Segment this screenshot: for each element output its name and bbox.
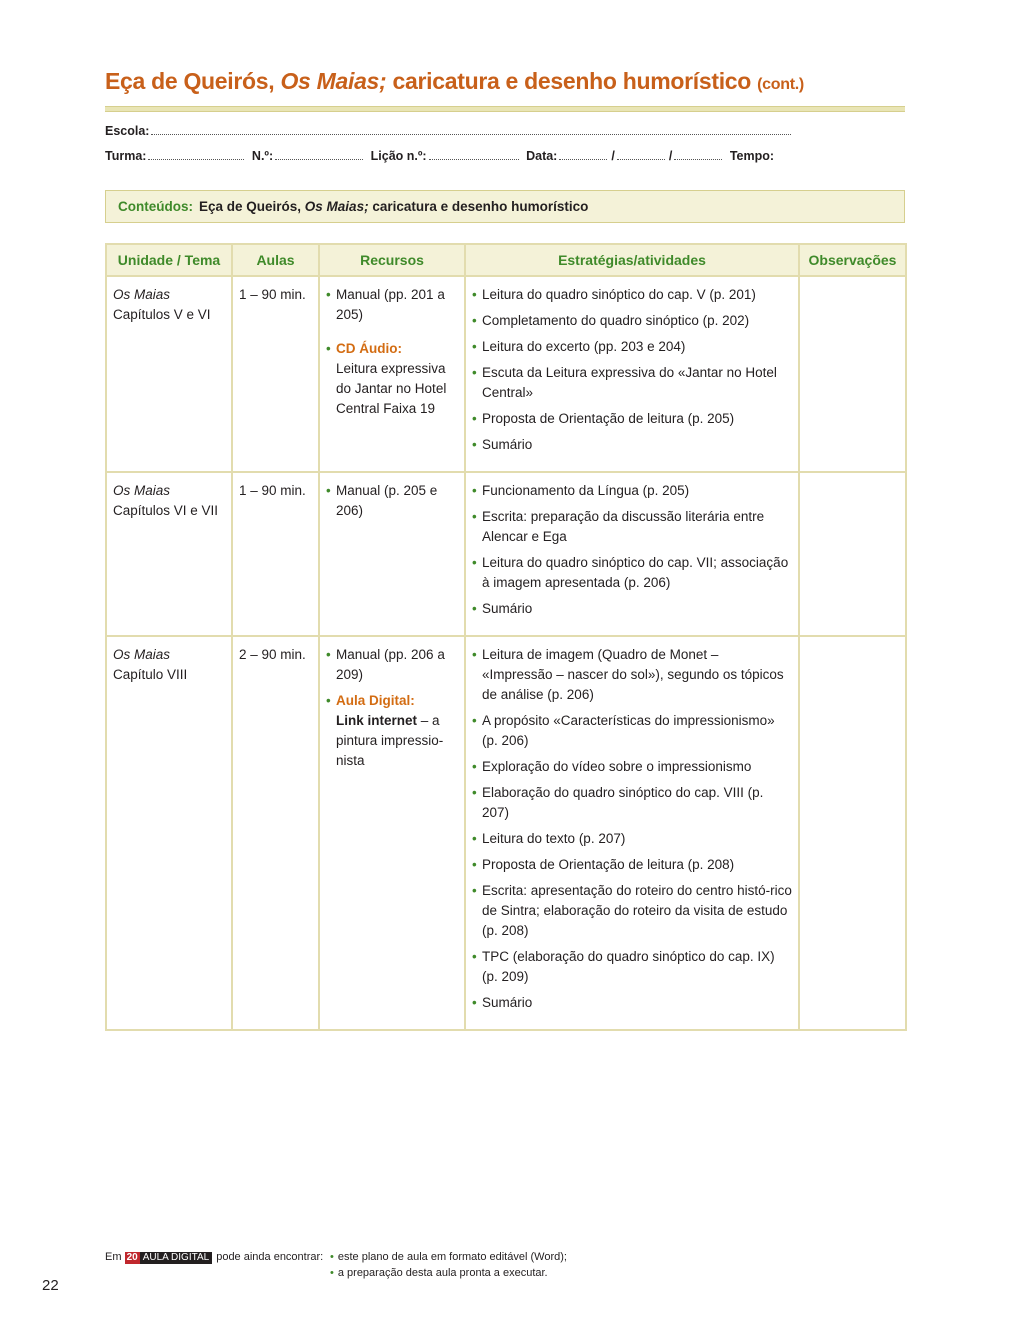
numero-field[interactable] (275, 149, 363, 160)
licao-field[interactable] (429, 149, 519, 160)
recursos-cell (319, 472, 465, 636)
activity-item: • Sumário (472, 435, 792, 455)
tempo-label: Tempo: (729, 149, 775, 163)
recursos-cell (319, 276, 465, 472)
unit-sub: Capítulo VIII (113, 667, 188, 682)
activity-item: • Elaboração do quadro sinóptico do cap. VIII (p. 207) (472, 783, 792, 823)
bullet-icon: • (330, 1267, 334, 1279)
unit-cell (106, 636, 232, 1030)
date-separator: / (611, 149, 615, 163)
title-rule (105, 106, 905, 112)
footer-note-text: este plano de aula em formato editável (Word); (337, 1251, 567, 1263)
table-row (106, 636, 906, 1030)
conteudos-box (105, 190, 905, 223)
header-unidade: Unidade / Tema (106, 244, 232, 276)
resource-item: • Manual (pp. 201 a 205) (326, 285, 458, 325)
resource-item (326, 339, 458, 419)
activity-item: • TPC (elaboração do quadro sinóptico do cap. IX) (p. 209) (472, 947, 792, 987)
aula-digital-badge: AULA DIGITAL (140, 1252, 213, 1264)
aula-digital-badge-number: 20 (126, 1252, 138, 1263)
aulas-cell: 2 – 90 min. (232, 636, 319, 1030)
numero-label: N.º: (251, 149, 274, 163)
unit-cell (106, 472, 232, 636)
data-year-field[interactable] (674, 149, 722, 160)
escola-label: Escola: (105, 124, 150, 138)
resource-item (326, 691, 458, 771)
form-escola-line (105, 124, 795, 138)
activity-item: • Leitura de imagem (Quadro de Monet – «Impressão – nascer do sol»), segundo os tópicos de análise (p. 206) (472, 645, 792, 705)
activity-item: • Exploração do vídeo sobre o impressionismo (472, 757, 792, 777)
activity-item: • Proposta de Orientação de leitura (p. 208) (472, 855, 792, 875)
resource-label: • CD Áudio: (336, 341, 402, 356)
lesson-plan-table (105, 243, 907, 1031)
title-topic: caricatura e desenho humorístico (386, 68, 758, 94)
header-recursos: Recursos (319, 244, 465, 276)
header-observacoes: Observações (799, 244, 906, 276)
data-label: Data: (526, 149, 558, 163)
footer-note-item (330, 1267, 548, 1279)
title-cont: (cont.) (757, 76, 804, 93)
activity-item: • Leitura do quadro sinóptico do cap. VII; associação à imagem apresentada (p. 206) (472, 553, 792, 593)
footer-note-text: a preparação desta aula pronta a executar. (337, 1267, 548, 1279)
footer-note-item (330, 1251, 567, 1263)
aulas-cell: 1 – 90 min. (232, 472, 319, 636)
footer-pode: pode ainda encontrar: (216, 1251, 324, 1263)
activity-item: • Escrita: apresentação do roteiro do centro histó-rico de Sintra; elaboração do roteiro da visita de estudo (p. 208) (472, 881, 792, 941)
atividades-cell (465, 472, 799, 636)
table-header-row (106, 244, 906, 276)
table-row (106, 472, 906, 636)
aulas-cell: 1 – 90 min. (232, 276, 319, 472)
observacoes-cell[interactable] (799, 276, 906, 472)
data-day-field[interactable] (559, 149, 607, 160)
unit-title: Os Maias (113, 647, 171, 662)
conteudos-topic: caricatura e desenho humorístico (368, 199, 589, 214)
activity-item: • Proposta de Orientação de leitura (p. 205) (472, 409, 792, 429)
footer-note (105, 1251, 323, 1264)
page-title (105, 68, 804, 95)
unit-title: Os Maias (113, 287, 171, 302)
activity-item: • Funcionamento da Língua (p. 205) (472, 481, 792, 501)
activity-item: • Completamento do quadro sinóptico (p. 202) (472, 311, 792, 331)
observacoes-cell[interactable] (799, 636, 906, 1030)
observacoes-cell[interactable] (799, 472, 906, 636)
activity-item: • Leitura do excerto (pp. 203 e 204) (472, 337, 792, 357)
activity-item: • Escuta da Leitura expressiva do «Jantar no Hotel Central» (472, 363, 792, 403)
header-estrategias: Estratégias/atividades (465, 244, 799, 276)
header-aulas: Aulas (232, 244, 319, 276)
date-separator: / (668, 149, 673, 163)
resource-label: • Aula Digital: (336, 693, 415, 708)
unit-cell (106, 276, 232, 472)
conteudos-text: Eça de Queirós, (199, 199, 305, 214)
conteudos-label: Conteúdos: (118, 199, 193, 214)
activity-item: • Sumário (472, 599, 792, 619)
resource-item: • Manual (p. 205 e 206) (326, 481, 458, 521)
unit-title: Os Maias (113, 483, 171, 498)
unit-sub: Capítulos V e VI (113, 307, 211, 322)
footer-em: Em (105, 1251, 122, 1263)
bullet-icon: • (330, 1251, 334, 1263)
activity-item: • Leitura do texto (p. 207) (472, 829, 792, 849)
resource-text: Leitura expressiva do Jantar no Hotel Central Faixa 19 (336, 361, 447, 416)
resource-item: • Manual (pp. 206 a 209) (326, 645, 458, 685)
activity-item: • Sumário (472, 993, 792, 1013)
turma-field[interactable] (148, 149, 244, 160)
form-turma-line (105, 149, 774, 163)
resource-text: – a pintura impressio-nista (336, 713, 444, 768)
table-row (106, 276, 906, 472)
activity-item: • Escrita: preparação da discussão literária entre Alencar e Ega (472, 507, 792, 547)
unit-sub: Capítulos VI e VII (113, 503, 219, 518)
atividades-cell (465, 276, 799, 472)
data-month-field[interactable] (617, 149, 665, 160)
escola-field[interactable] (151, 124, 791, 135)
title-work: Os Maias; (280, 68, 387, 94)
activity-item: • A propósito «Características do impressionismo» (p. 206) (472, 711, 792, 751)
activity-item: • Leitura do quadro sinóptico do cap. V (p. 201) (472, 285, 792, 305)
recursos-cell (319, 636, 465, 1030)
page-number: 22 (42, 1277, 59, 1294)
resource-link[interactable]: Link internet (336, 713, 418, 728)
licao-label: Lição n.º: (370, 149, 427, 163)
atividades-cell (465, 636, 799, 1030)
conteudos-work: Os Maias; (304, 199, 369, 214)
title-author: Eça de Queirós, (105, 68, 281, 94)
turma-label: Turma: (105, 149, 147, 163)
